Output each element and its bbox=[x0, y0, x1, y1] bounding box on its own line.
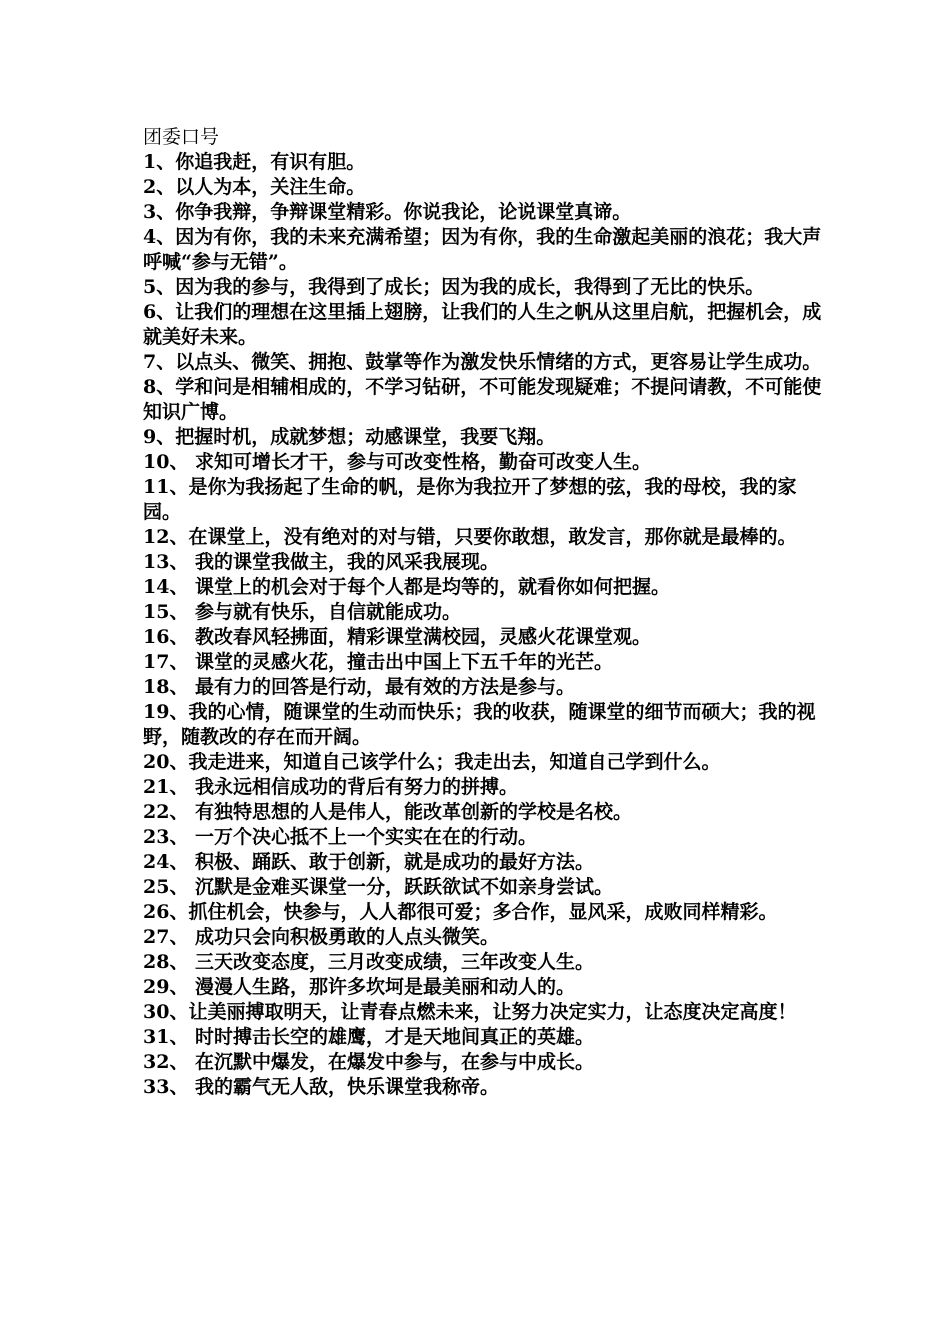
slogan-9: 9、把握时机，成就梦想；动感课堂，我要飞翔。 bbox=[143, 426, 556, 448]
slogan-6: 6、让我们的理想在这里插上翅膀，让我们的人生之帆从这里启航，把握机会，成就美好未来。 bbox=[143, 301, 822, 348]
slogan-list bbox=[143, 150, 823, 1100]
slogan-1: 1、你追我赶，有识有胆。 bbox=[143, 151, 366, 173]
slogan-19: 19、我的心情，随课堂的生动而快乐；我的收获，随课堂的细节而硕大；我的视野，随教改的存在而开阔。 bbox=[143, 701, 816, 748]
slogan-4: 4、因为有你，我的未来充满希望；因为有你，我的生命激起美丽的浪花；我大声呼喊“参与无错”。 bbox=[143, 226, 822, 273]
slogan-20: 20、我走进来，知道自己该学什么；我走出去，知道自己学到什么。 bbox=[143, 751, 721, 773]
slogan-29: 29、 漫漫人生路，那许多坎坷是最美丽和动人的。 bbox=[143, 976, 576, 998]
slogan-28: 28、 三天改变态度，三月改变成绩，三年改变人生。 bbox=[143, 951, 595, 973]
slogan-7: 7、以点头、微笑、拥抱、鼓掌等作为激发快乐情绪的方式，更容易让学生成功。 bbox=[143, 351, 822, 373]
slogan-5: 5、因为我的参与，我得到了成长；因为我的成长，我得到了无比的快乐。 bbox=[143, 276, 765, 298]
slogan-32: 32、 在沉默中爆发，在爆发中参与，在参与中成长。 bbox=[143, 1051, 595, 1073]
slogan-33: 33、 我的霸气无人敌，快乐课堂我称帝。 bbox=[143, 1076, 500, 1098]
slogan-10: 10、 求知可增长才干，参与可改变性格，勤奋可改变人生。 bbox=[143, 451, 652, 473]
slogan-26: 26、抓住机会，快参与，人人都很可爱；多合作，显风采，成败同样精彩。 bbox=[143, 901, 778, 923]
slogan-21: 21、 我永远相信成功的背后有努力的拼搏。 bbox=[143, 776, 519, 798]
slogan-27: 27、 成功只会向积极勇敢的人点头微笑。 bbox=[143, 926, 500, 948]
slogan-17: 17、 课堂的灵感火花，撞击出中国上下五千年的光芒。 bbox=[143, 651, 614, 673]
document-title: 团委口号 bbox=[143, 126, 220, 148]
document-page bbox=[143, 124, 823, 1100]
slogan-30: 30、让美丽搏取明天，让青春点燃未来，让努力决定实力，让态度决定高度！ bbox=[143, 1001, 797, 1023]
slogan-2: 2、以人为本，关注生命。 bbox=[143, 176, 366, 198]
slogan-24: 24、 积极、踊跃、敢于创新，就是成功的最好方法。 bbox=[143, 851, 595, 873]
slogan-8: 8、学和问是相辅相成的，不学习钻研，不可能发现疑难；不提问请教，不可能使知识广博。 bbox=[143, 376, 822, 423]
slogan-12: 12、在课堂上，没有绝对的对与错，只要你敢想，敢发言，那你就是最棒的。 bbox=[143, 526, 797, 548]
slogan-22: 22、 有独特思想的人是伟人，能改革创新的学校是名校。 bbox=[143, 801, 633, 823]
slogan-11: 11、是你为我扬起了生命的帆，是你为我拉开了梦想的弦，我的母校，我的家园。 bbox=[143, 476, 797, 523]
slogan-15: 15、 参与就有快乐，自信就能成功。 bbox=[143, 601, 462, 623]
slogan-13: 13、 我的课堂我做主，我的风采我展现。 bbox=[143, 551, 500, 573]
slogan-3: 3、你争我辩，争辩课堂精彩。你说我论，论说课堂真谛。 bbox=[143, 201, 632, 223]
slogan-31: 31、 时时搏击长空的雄鹰，才是天地间真正的英雄。 bbox=[143, 1026, 595, 1048]
slogan-14: 14、 课堂上的机会对于每个人都是均等的，就看你如何把握。 bbox=[143, 576, 671, 598]
slogan-25: 25、 沉默是金难买课堂一分，跃跃欲试不如亲身尝试。 bbox=[143, 876, 614, 898]
slogan-18: 18、 最有力的回答是行动，最有效的方法是参与。 bbox=[143, 676, 576, 698]
slogan-23: 23、 一万个决心抵不上一个实实在在的行动。 bbox=[143, 826, 538, 848]
slogan-16: 16、 教改春风轻拂面，精彩课堂满校园，灵感火花课堂观。 bbox=[143, 626, 652, 648]
